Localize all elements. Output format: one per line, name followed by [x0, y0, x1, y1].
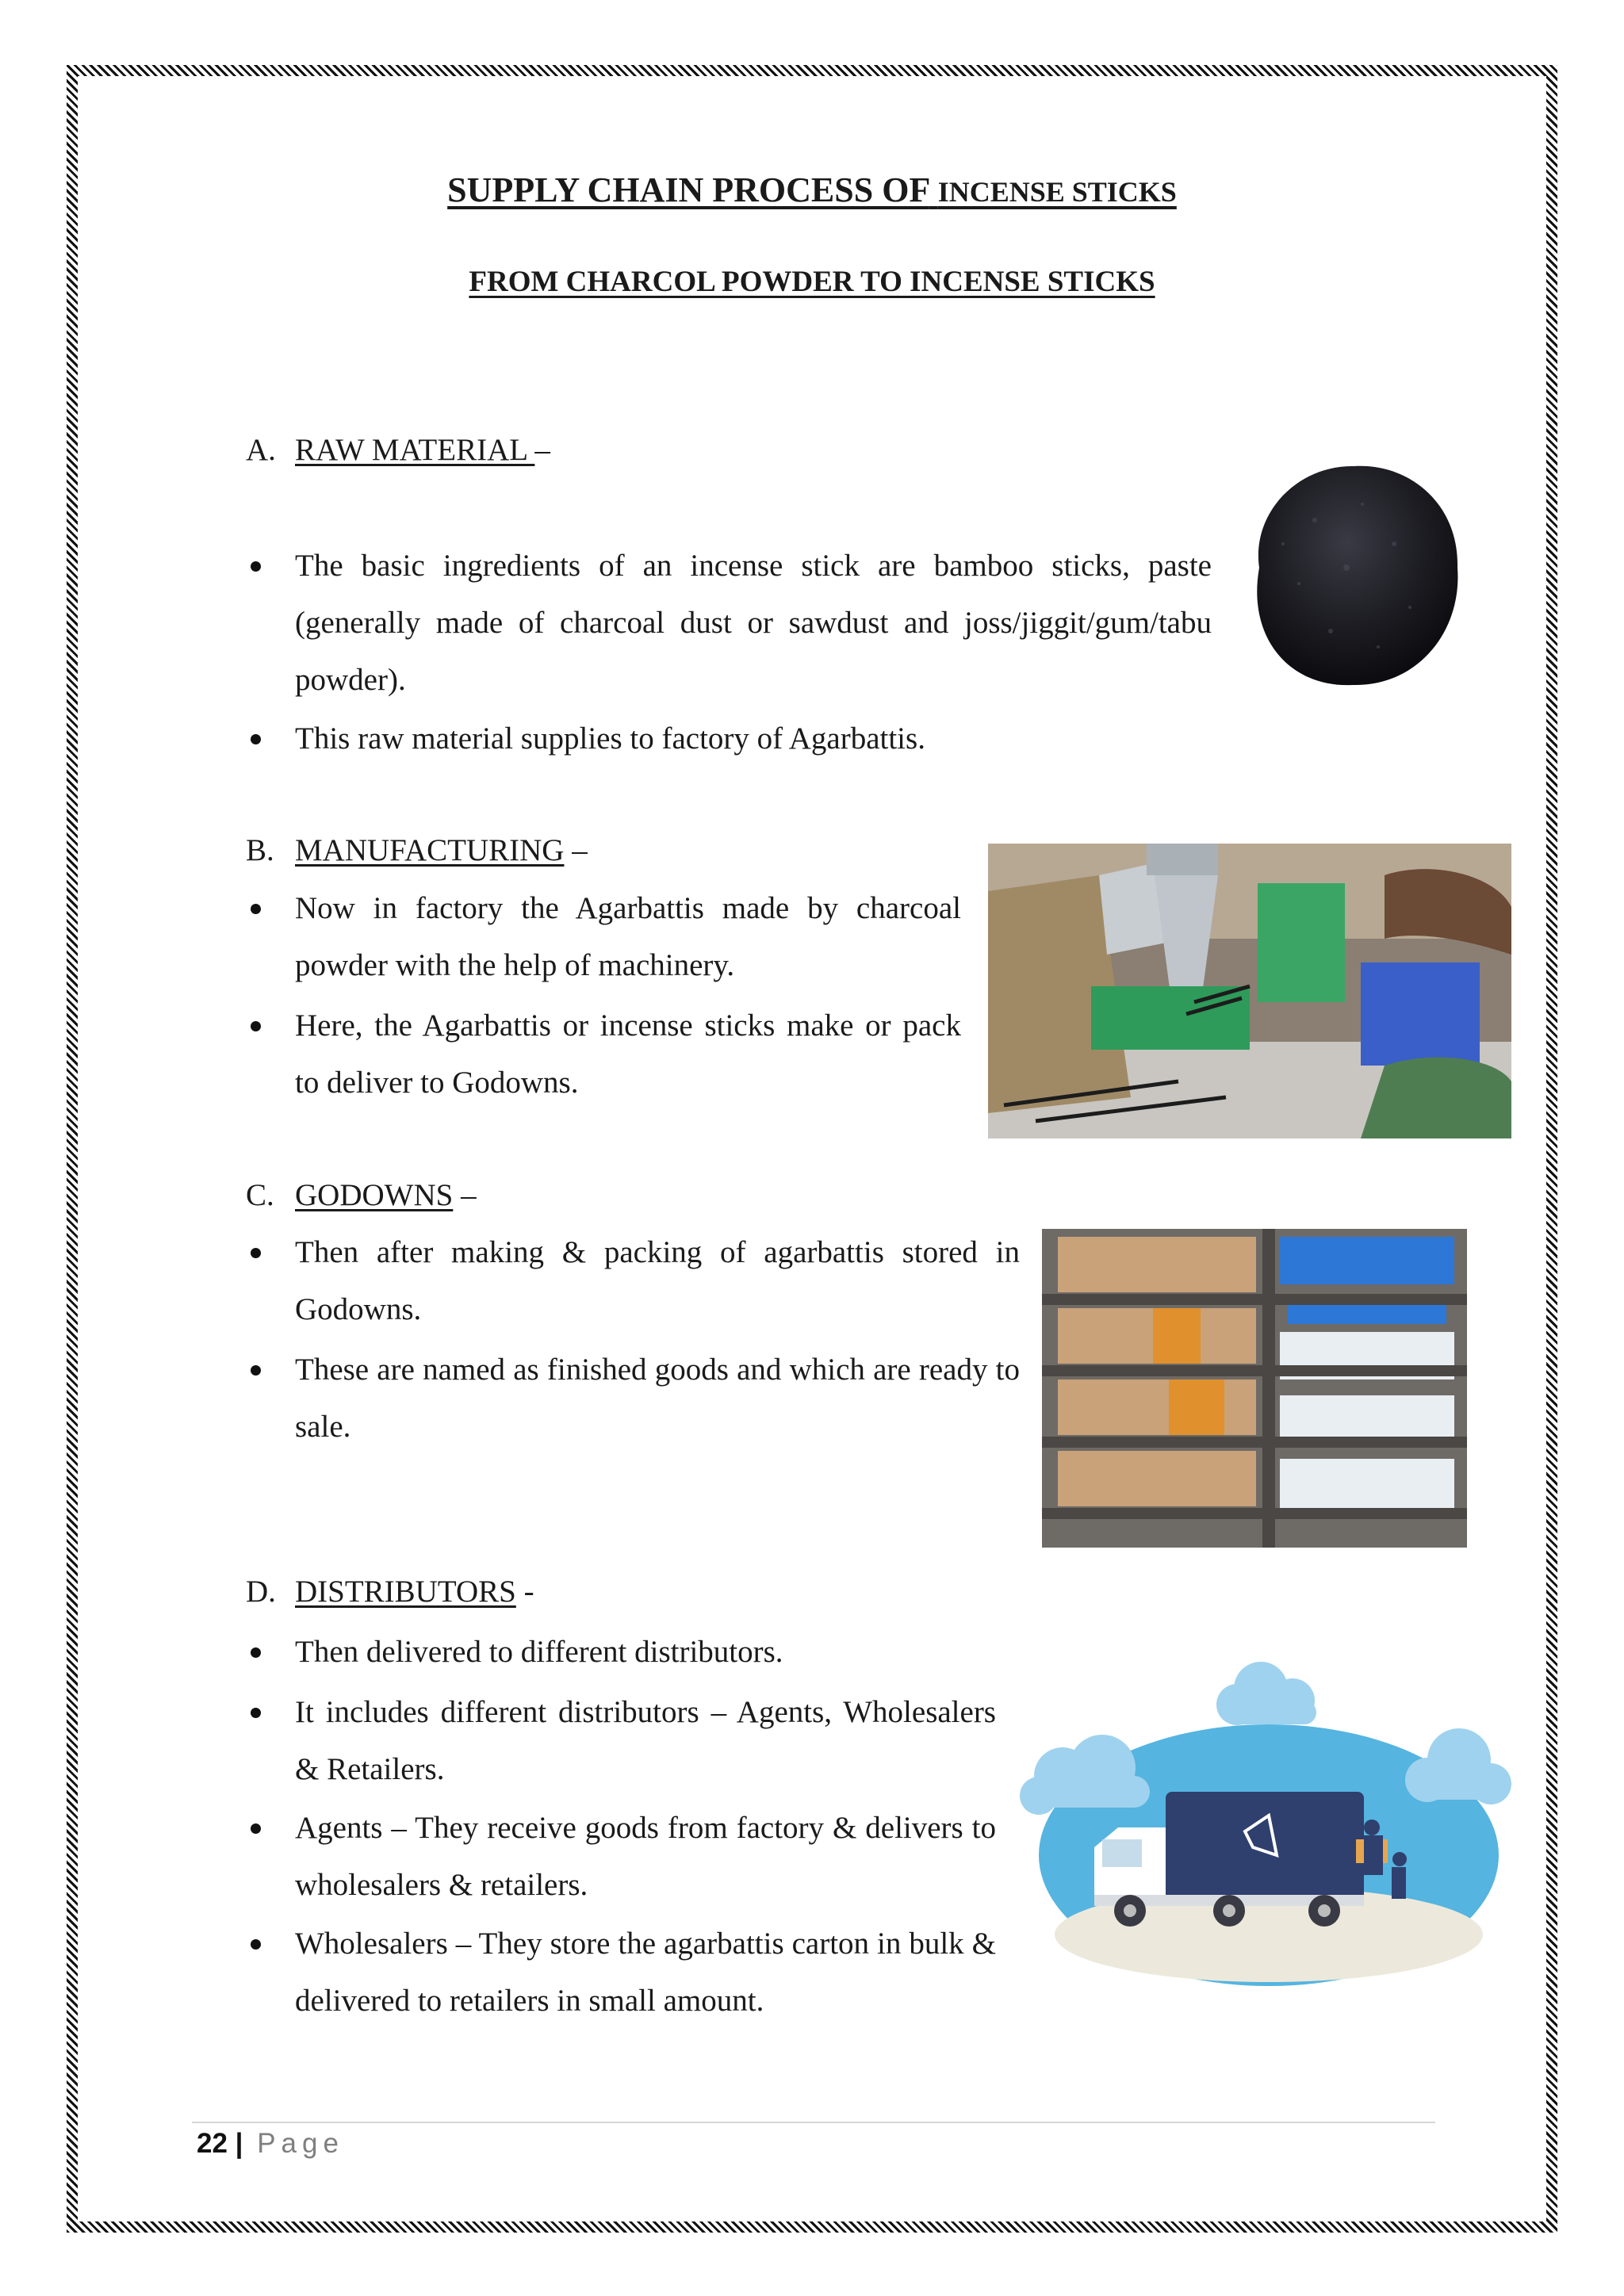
- bullet-icon: [251, 1248, 261, 1258]
- list-item: It includes different distributors – Agents, Wholesalers & Retailers.: [246, 1684, 996, 1798]
- bullet-icon: [251, 1708, 261, 1718]
- warehouse-shelves-image: [1042, 1229, 1467, 1548]
- list-item: Then after making & packing of agarbattis stored in Godowns.: [246, 1224, 1020, 1338]
- list-item: Here, the Agarbattis or incense sticks make or pack to deliver to Godowns.: [246, 997, 961, 1112]
- list-item: The basic ingredients of an incense stick are bamboo sticks, paste (generally made of charcoal dust or sawdust and joss/jiggit/gum/tabu powder).: [246, 538, 1212, 709]
- footer-divider: [192, 2122, 1435, 2123]
- section-heading-raw-material: A. RAW MATERIAL –: [246, 433, 550, 467]
- list-item: These are named as finished goods and which are ready to sale.: [246, 1341, 1020, 1456]
- bullet-icon: [251, 734, 261, 744]
- delivery-truck-image: [1015, 1657, 1511, 1988]
- list-item: Agents – They receive goods from factory & delivers to wholesalers & retailers.: [246, 1800, 996, 1914]
- page-footer: 22 | Page: [197, 2128, 344, 2159]
- delivery-truck-icon: [1015, 1657, 1511, 1988]
- bullet-icon: [251, 1823, 261, 1834]
- machinery-icon: [988, 844, 1511, 1138]
- charcoal-powder-image: [1228, 449, 1472, 701]
- bullet-icon: [251, 1647, 261, 1658]
- charcoal-powder-icon: [1228, 449, 1472, 701]
- section-heading-manufacturing: B. MANUFACTURING –: [246, 833, 588, 867]
- bullet-icon: [251, 1021, 261, 1031]
- page-title: SUPPLY CHAIN PROCESS OF INCENSE STICKS: [447, 170, 1177, 209]
- list-item: Wholesalers – They store the agarbattis carton in bulk & delivered to retailers in small amount.: [246, 1915, 996, 2030]
- bullet-icon: [251, 1365, 261, 1376]
- warehouse-icon: [1042, 1229, 1467, 1548]
- list-item: This raw material supplies to factory of Agarbattis.: [246, 710, 1212, 767]
- section-heading-godowns: C. GODOWNS –: [246, 1178, 477, 1212]
- bullet-icon: [251, 904, 261, 914]
- manufacturing-machine-image: [988, 844, 1511, 1138]
- page-subtitle: FROM CHARCOL POWDER TO INCENSE STICKS: [469, 266, 1155, 298]
- list-item: Then delivered to different distributors.: [246, 1624, 996, 1681]
- bullet-icon: [251, 1939, 261, 1950]
- list-item: Now in factory the Agarbattis made by charcoal powder with the help of machinery.: [246, 880, 961, 994]
- section-heading-distributors: D. DISTRIBUTORS -: [246, 1575, 534, 1609]
- bullet-icon: [251, 561, 261, 572]
